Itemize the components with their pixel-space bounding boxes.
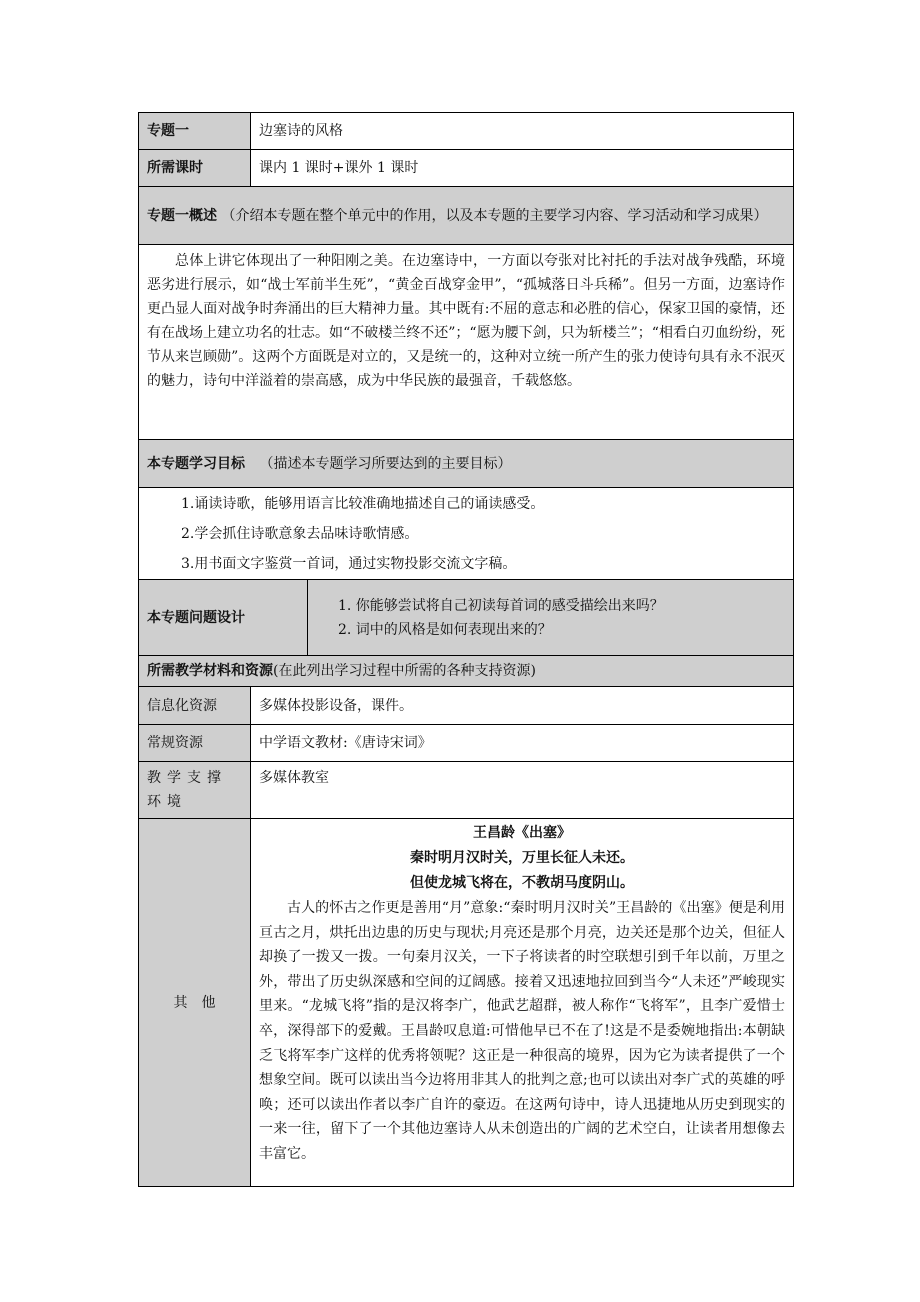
lesson-plan-table xyxy=(138,112,794,1187)
materials-label: 所需教学材料和资源 xyxy=(147,663,273,679)
question-item: 1. 你能够尝试将自己初读每首词的感受描绘出来吗？ xyxy=(338,597,664,614)
materials-note: (在此列出学习过程中所需的各种支持资源) xyxy=(273,663,536,679)
it-resources-label: 信息化资源 xyxy=(139,687,251,725)
goals-label: 本专题学习目标 xyxy=(147,455,245,472)
it-resources-row xyxy=(139,687,794,725)
other-content xyxy=(251,819,794,1187)
overview-note: （介绍本专题在整个单元中的作用，以及本专题的主要学习内容、学习活动和学习成果） xyxy=(221,207,768,224)
questions-row xyxy=(139,580,794,656)
topic-label: 专题一 xyxy=(139,113,251,150)
materials-header-row xyxy=(139,656,794,687)
hours-row xyxy=(139,150,794,187)
goals-header xyxy=(139,440,794,488)
overview-header-row xyxy=(139,187,794,245)
it-resources-value: 多媒体投影设备，课件。 xyxy=(251,687,794,725)
goal-item: 3.用书面文字鉴赏一首词，通过实物投影交流文字稿。 xyxy=(181,555,517,572)
topic-value: 边塞诗的风格 xyxy=(251,113,794,150)
overview-text: 总体上讲它体现出了一种阳刚之美。在边塞诗中，一方面以夸张对比衬托的手法对战争残酷，环境恶劣进行展示，如“战士军前半生死”，“黄金百战穿金甲”，“孤城落日斗兵稀”。但另一方面，边塞诗作更凸显人面对战争时奔涌出的巨大精神力量。其中既有:不屈的意志和必胜的信心，保家卫国的豪情，还有在战场上建立功名的壮志。如“不破楼兰终不还”；“愿为腰下剑，只为斩楼兰”；“相看白刃血纷纷，死节从来岂顾勋”。这两个方面既是对立的，又是统一的，这种对立统一所产生的张力使诗句具有永不泯灭的魅力，诗句中洋溢着的崇高感，成为中华民族的最强音，千载悠悠。 xyxy=(139,245,794,440)
hours-value: 课内 1 课时+课外 1 课时 xyxy=(251,150,794,187)
poem-line: 但使龙城飞将在，不教胡马度阴山。 xyxy=(410,875,634,891)
overview-header xyxy=(139,187,794,245)
poem-line: 秦时明月汉时关，万里长征人未还。 xyxy=(410,850,634,866)
goals-header-row xyxy=(139,440,794,488)
regular-resources-row xyxy=(139,725,794,762)
goal-item: 2.学会抓住诗歌意象去品味诗歌情感。 xyxy=(181,525,419,542)
lesson-plan-document xyxy=(138,112,793,1187)
poem-essay: 古人的怀古之作更是善用“月”意象:“秦时明月汉时关”王昌龄的《出塞》便是利用亘古之月，烘托出边患的历史与现状;月亮还是那个月亮，边关还是那个边关，但征人却换了一拨又一拨。一句秦月汉关，一下子将读者的时空联想引到千年以前，万里之外，带出了历史纵深感和空间的辽阔感。接着又迅速地拉回到当今“人未还”严峻现实里来。“龙城飞将”指的是汉将李广，他武艺超群，被人称作“飞将军”，且李广爱惜士卒，深得部下的爱戴。王昌龄叹息道:可惜他早已不在了!这是不是委婉地指出:本朝缺乏飞将军李广这样的优秀将领呢？这正是一种很高的境界，因为它为读者提供了一个想象空间。既可以读出当今边将用非其人的批判之意;也可以读出对李广式的英雄的呼唤；还可以读出作者以李广自许的豪迈。在这两句诗中，诗人迅捷地从历史到现实的一来一往，留下了一个其他边塞诗人从未创造出的广阔的艺术空白，让读者用想像去丰富它。 xyxy=(259,900,785,1162)
support-env-row xyxy=(139,762,794,819)
other-row xyxy=(139,819,794,1187)
support-env-label: 教学支撑环境 xyxy=(139,762,251,819)
support-env-value: 多媒体教室 xyxy=(251,762,794,819)
overview-text-row xyxy=(139,245,794,440)
overview-label: 专题一概述 xyxy=(147,207,217,224)
hours-label: 所需课时 xyxy=(139,150,251,187)
goals-list-row xyxy=(139,488,794,580)
regular-resources-label: 常规资源 xyxy=(139,725,251,762)
question-item: 2. 词中的风格是如何表现出来的？ xyxy=(338,621,552,638)
goal-item: 1.诵读诗歌，能够用语言比较准确地描述自己的诵读感受。 xyxy=(181,495,545,512)
questions-label: 本专题问题设计 xyxy=(139,580,308,655)
other-label: 其 他 xyxy=(139,819,251,1187)
goals-note: （描述本专题学习所要达到的主要目标） xyxy=(259,455,512,472)
materials-header xyxy=(139,656,794,687)
poem-title: 王昌龄《出塞》 xyxy=(473,825,571,841)
questions-list xyxy=(308,580,794,655)
topic-row xyxy=(139,113,794,150)
regular-resources-value: 中学语文教材:《唐诗宋词》 xyxy=(251,725,794,762)
goals-list xyxy=(139,488,794,580)
